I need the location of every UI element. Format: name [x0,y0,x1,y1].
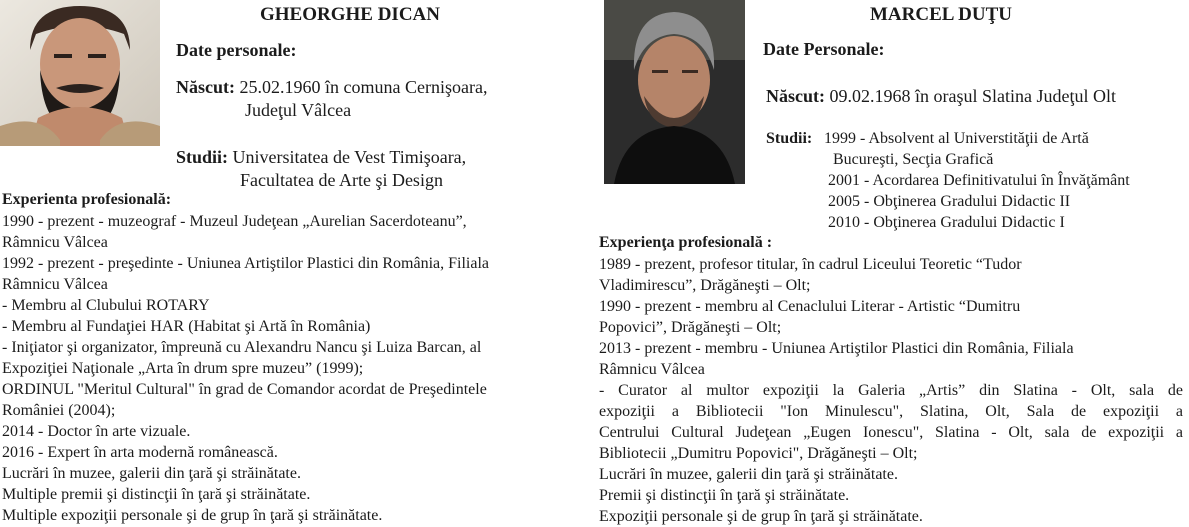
experience-heading-right: Experienţa profesională : [599,234,773,251]
studies-line-right: 1999 - Absolvent al Universtităţii de Artă [824,130,1089,147]
experience-line: Râmnicu Vâlcea [2,234,108,251]
experience-line: 2016 - Expert în arta modernă românească. [2,444,278,461]
studies-line-right: 2005 - Obţinerea Gradului Didactic II [828,193,1071,210]
studies-label-right: Studii: [766,130,813,147]
studies-value-left-line2: Facultatea de Arte şi Design [240,170,443,190]
experience-line: României (2004); [2,402,116,419]
born-value-right: 09.02.1968 în oraşul Slatina Judeţul Olt [829,86,1116,106]
name-left: GHEORGHE DICAN [260,4,440,25]
studies-line-right: Bucureşti, Secţia Grafică [833,151,994,168]
born-line-right [766,86,1116,107]
experience-line: Râmnicu Vâlcea [2,276,108,293]
personal-data-heading-right: Date Personale: [763,39,885,59]
experience-line: Vladimirescu”, Drăgăneşti – Olt; [599,277,811,294]
personal-data-heading-left: Date personale: [176,40,297,60]
experience-line: Bibliotecii „Dumitru Popovici", Drăgăneşti – Olt; [599,445,918,462]
studies-value-left: Universitatea de Vest Timişoara, [232,147,467,167]
experience-line: Lucrări în muzee, galerii din ţară şi străinătate. [2,465,301,482]
experience-line: Multiple premii şi distincţii în ţară şi străinătate. [2,486,311,503]
studies-line-left [176,147,466,168]
experience-line: expoziţii a Bibliotecii "Ion Minulescu", Slatina, Olt, Sala de expoziţii a [599,403,1183,420]
experience-line: Multiple expoziţii personale şi de grup în ţară şi străinătate. [2,507,383,524]
experience-line: Lucrări în muzee, galerii din ţară şi străinătate. [599,466,898,483]
portrait-photo-right [604,0,745,184]
experience-heading-left: Experienta profesională: [2,191,172,208]
experience-line: 1990 - prezent - muzeograf - Muzeul Judeţean „Aurelian Sacerdoteanu”, [2,213,467,230]
born-line-left [176,77,487,98]
experience-line: Râmnicu Vâlcea [599,361,705,378]
portrait-photo-left [0,0,160,146]
experience-line: 2013 - prezent - membru - Uniunea Artiştilor Plastici din România, Filiala [599,340,1074,357]
experience-line: 1990 - prezent - membru al Cenaclului Literar - Artistic “Dumitru [599,298,1021,315]
studies-line-right: 2010 - Obţinerea Gradului Didactic I [828,214,1065,231]
experience-line: 2014 - Doctor în arte vizuale. [2,423,191,440]
experience-line: - Curator al multor expoziţii la Galeria „Artis” din Slatina - Olt, sala de [599,382,1183,399]
born-value-left: 25.02.1960 în comuna Cernişoara, [239,77,488,97]
name-right: MARCEL DUŢU [870,4,1012,25]
born-label-right: Născut: [766,86,825,106]
born-label-left: Născut: [176,77,235,97]
experience-line: 1992 - prezent - preşedinte - Uniunea Artiştilor Plastici din România, Filiala [2,255,489,272]
born-value-left-line2: Judeţul Vâlcea [245,100,352,120]
experience-list-right [599,254,1183,527]
experience-list-left [2,211,574,526]
experience-line: Expoziţii personale şi de grup în ţară şi străinătate. [599,508,923,525]
experience-line: Expoziţiei Naţionale „Arta în drum spre muzeu” (1999); [2,360,364,377]
experience-line: - Membru al Fundaţiei HAR (Habitat şi Artă în România) [2,318,371,335]
experience-line: Popovici”, Drăgăneşti – Olt; [599,319,782,336]
experience-line: - Membru al Clubului ROTARY [2,297,210,314]
experience-line: Centrului Cultural Judeţean „Eugen Ionescu", Slatina - Olt, sala de expoziţii a [599,424,1183,441]
experience-line: 1989 - prezent, profesor titular, în cadrul Liceului Teoretic “Tudor [599,256,1022,273]
studies-line-right: 2001 - Acordarea Definitivatului în Învăţământ [828,172,1130,189]
studies-label-left: Studii: [176,147,229,167]
experience-line: - Iniţiator şi organizator, împreună cu Alexandru Nancu şi Luiza Barcan, al [2,339,482,356]
experience-line: ORDINUL "Meritul Cultural" în grad de Comandor acordat de Preşedintele [2,381,487,398]
experience-line: Premii şi distincţii în ţară şi străinătate. [599,487,850,504]
